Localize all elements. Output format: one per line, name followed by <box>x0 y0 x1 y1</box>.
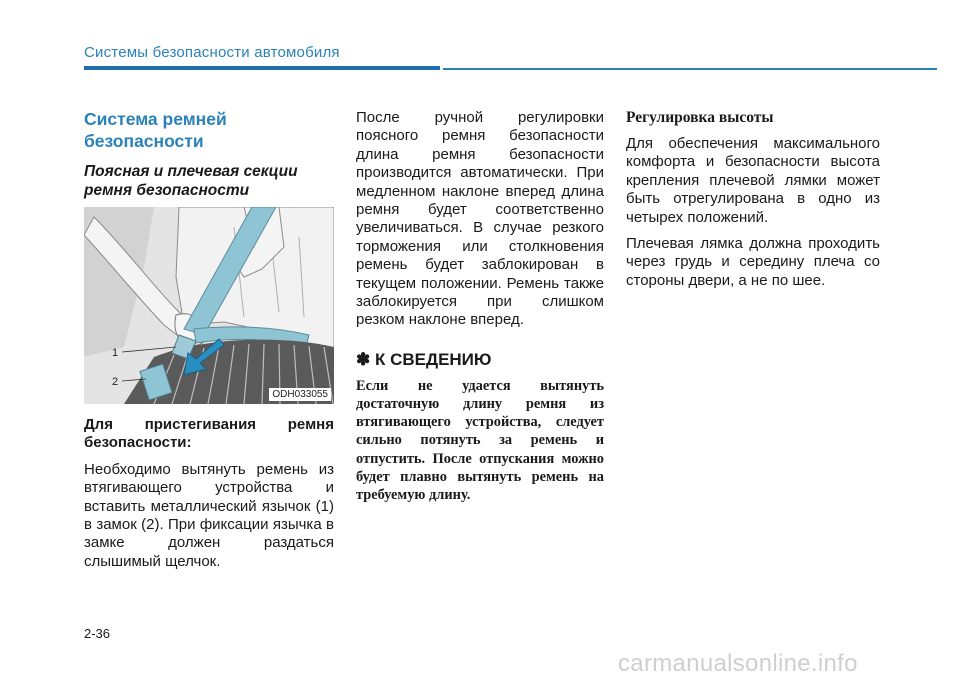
height-adjust-heading: Регулировка высоты <box>626 109 774 126</box>
section-header-title: Системы безопасности автомобиля <box>84 44 340 61</box>
left-column <box>84 108 334 579</box>
page-number: 2-36 <box>84 626 111 641</box>
header-rule-thick <box>84 66 440 70</box>
height-adjust-text-1: Для обеспечения максимального комфорта и безопасности высота крепления плечевой лямки может быть отрегулирована в одно из четырех положений. <box>626 135 880 226</box>
seatbelt-illustration <box>84 207 334 404</box>
callout-1-label: 1 <box>112 347 119 359</box>
fasten-heading: Для пристегивания ремня безопасности: <box>84 416 334 452</box>
section-title: Система ремней безопасности <box>84 109 227 151</box>
notice-title: ✽ К СВЕДЕНИЮ <box>356 349 492 369</box>
figure-code: ODH033055 <box>269 388 331 401</box>
right-column <box>626 109 880 298</box>
height-adjust-text-2: Плечевая лямка должна проходить через грудь и середину плеча со стороны двери, а не по шее. <box>626 235 880 289</box>
subsection-title: Поясная и плечевая секции ремня безопасности <box>84 163 298 199</box>
middle-column <box>356 109 604 504</box>
header-rule-thin <box>443 68 937 70</box>
seatbelt-drawing <box>84 207 334 404</box>
notice-text: Если не удается вытянуть достаточную длину ремня из втягивающего устройства, следует сильно потянуть за ремень и отпустить. После отпускания можно будет плавно вытянуть ремень на требуемую длину. <box>356 377 604 504</box>
fasten-text: Необходимо вытянуть ремень из втягивающего устройства и вставить металлический язычок (1) в замок (2). При фиксации язычка в замке должен раздаться слышимый щелчок. <box>84 460 334 570</box>
watermark: carmanualsonline.info <box>618 650 858 677</box>
callout-2-label: 2 <box>112 376 119 388</box>
auto-adjust-text: После ручной регулировки поясного ремня безопасности длина ремня безопасности производится автоматически. При медленном наклоне вперед длина ремня будет соответственно увеличиваться. В случае резкого торможения или столкновения ремень будет заблокирован в текущем положении. Ремень также заблокируется при слишком резком наклоне вперед. <box>356 109 604 329</box>
